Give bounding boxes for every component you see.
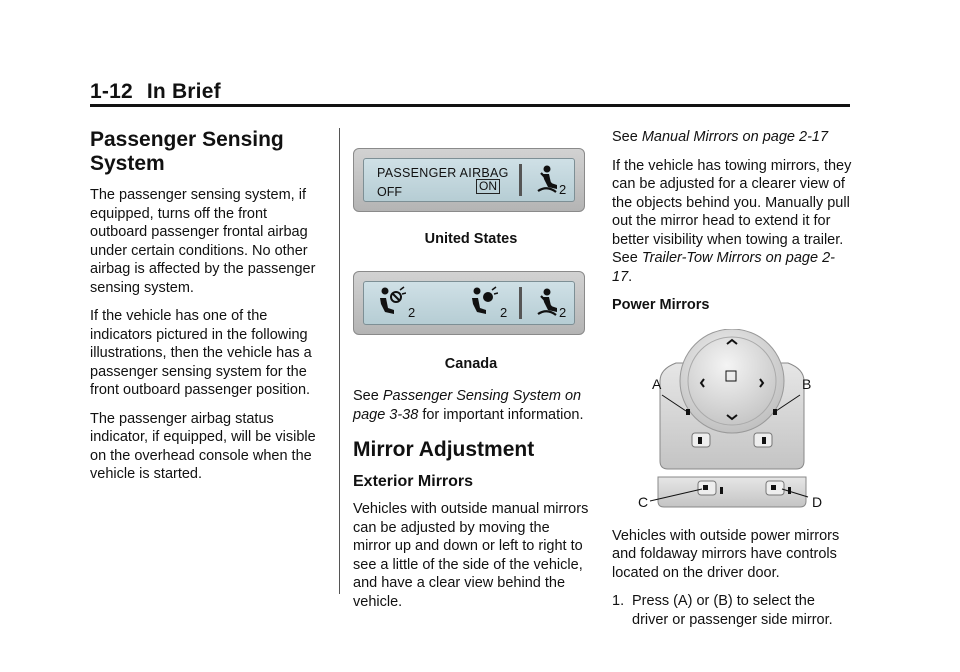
airbag-on-passenger-icon: [468, 286, 498, 320]
seated-passenger-seatbelt-icon: [534, 165, 560, 195]
see-prefix: See: [353, 388, 383, 404]
canada-position-number-3: 2: [559, 304, 567, 320]
column-1: [90, 128, 326, 494]
power-mirrors-paragraph: Vehicles with outside power mirrors and foldaway mirrors have controls located on the driver door.: [612, 527, 840, 581]
callout-d: D: [812, 493, 823, 510]
canada-caption: Canada: [444, 355, 498, 372]
passenger-sensing-paragraph-3: The passenger airbag status indicator, if equipped, will be visible on the overhead console when the vehicle is started.: [90, 410, 316, 482]
canada-position-number-1: 2: [408, 304, 416, 320]
column-3: [612, 128, 852, 629]
step-1-text: Press (A) or (B) to select the driver or passenger side mirror.: [632, 593, 833, 628]
canada-indicator-display: [363, 281, 575, 325]
us-airbag-indicator-panel: [353, 148, 585, 212]
see-prefix-3: See: [612, 129, 642, 145]
see-passenger-sensing-paragraph: [353, 387, 589, 424]
passenger-sensing-link[interactable]: Passenger Sensing System on page 3-38: [353, 388, 582, 423]
step-1-number: 1.: [612, 593, 625, 609]
passenger-airbag-label: PASSENGER AIRBAG: [377, 166, 509, 180]
mirror-adjustment-heading: Mirror Adjustment: [353, 438, 535, 461]
page-number: 1-12: [90, 80, 133, 103]
manual-mirrors-link[interactable]: Manual Mirrors on page 2-17: [641, 129, 829, 145]
see-manual-mirrors-paragraph: [612, 128, 852, 147]
airbag-off-passenger-icon: [376, 286, 406, 320]
canada-position-number-2: 2: [500, 304, 508, 320]
page-header: [90, 80, 221, 104]
towing-text: If the vehicle has towing mirrors, they can be adjusted for a clearer view of the objects behind you. Manually pull out the mirror head to extend it for better visibility when towing a trailer. See: [612, 157, 852, 266]
indicator-separator: [519, 164, 522, 196]
passenger-sensing-paragraph-1: The passenger sensing system, if equipped, turns off the front outboard passenger frontal airbag under certain conditions. No other airbag is affected by the passenger sensing system.: [90, 187, 316, 296]
off-label: OFF: [377, 185, 402, 199]
column-2: [353, 148, 589, 621]
passenger-sensing-title: Passenger Sensing System: [90, 128, 284, 175]
passenger-sensing-paragraph-2: If the vehicle has one of the indicators pictured in the following illustrations, then the vehicle has a passenger sensing system for the front outboard passenger position.: [90, 308, 312, 398]
header-rule: [90, 104, 850, 107]
section-title: In Brief: [146, 80, 221, 103]
on-label: ON: [476, 179, 500, 194]
canada-indicator-separator: [519, 287, 522, 319]
column-divider: [339, 128, 340, 594]
callout-b: B: [802, 375, 812, 392]
power-mirrors-heading: Power Mirrors: [612, 297, 710, 313]
power-mirror-control-illustration: [612, 329, 852, 519]
us-caption: United States: [424, 231, 518, 247]
exterior-mirrors-paragraph: Vehicles with outside manual mirrors can be adjusted by moving the mirror up and down or left to right to see a little of the side of the vehicle, and have a clear view behind the vehicle.: [353, 501, 589, 610]
canada-airbag-indicator-panel: [353, 271, 585, 335]
us-indicator-display: [363, 158, 575, 202]
see-suffix: for important information.: [418, 406, 584, 423]
seated-passenger-seatbelt-icon: [534, 288, 560, 318]
trailer-tow-link[interactable]: Trailer-Tow Mirrors on page 2-17: [612, 250, 835, 285]
step-1: [612, 592, 852, 629]
towing-mirrors-paragraph: [612, 157, 852, 287]
callout-c: C: [638, 493, 649, 510]
callout-a: A: [652, 375, 662, 392]
position-number: 2: [559, 182, 567, 197]
exterior-mirrors-heading: Exterior Mirrors: [353, 473, 474, 490]
towing-end: .: [628, 268, 633, 285]
mirror-control-drawing: [612, 329, 852, 519]
